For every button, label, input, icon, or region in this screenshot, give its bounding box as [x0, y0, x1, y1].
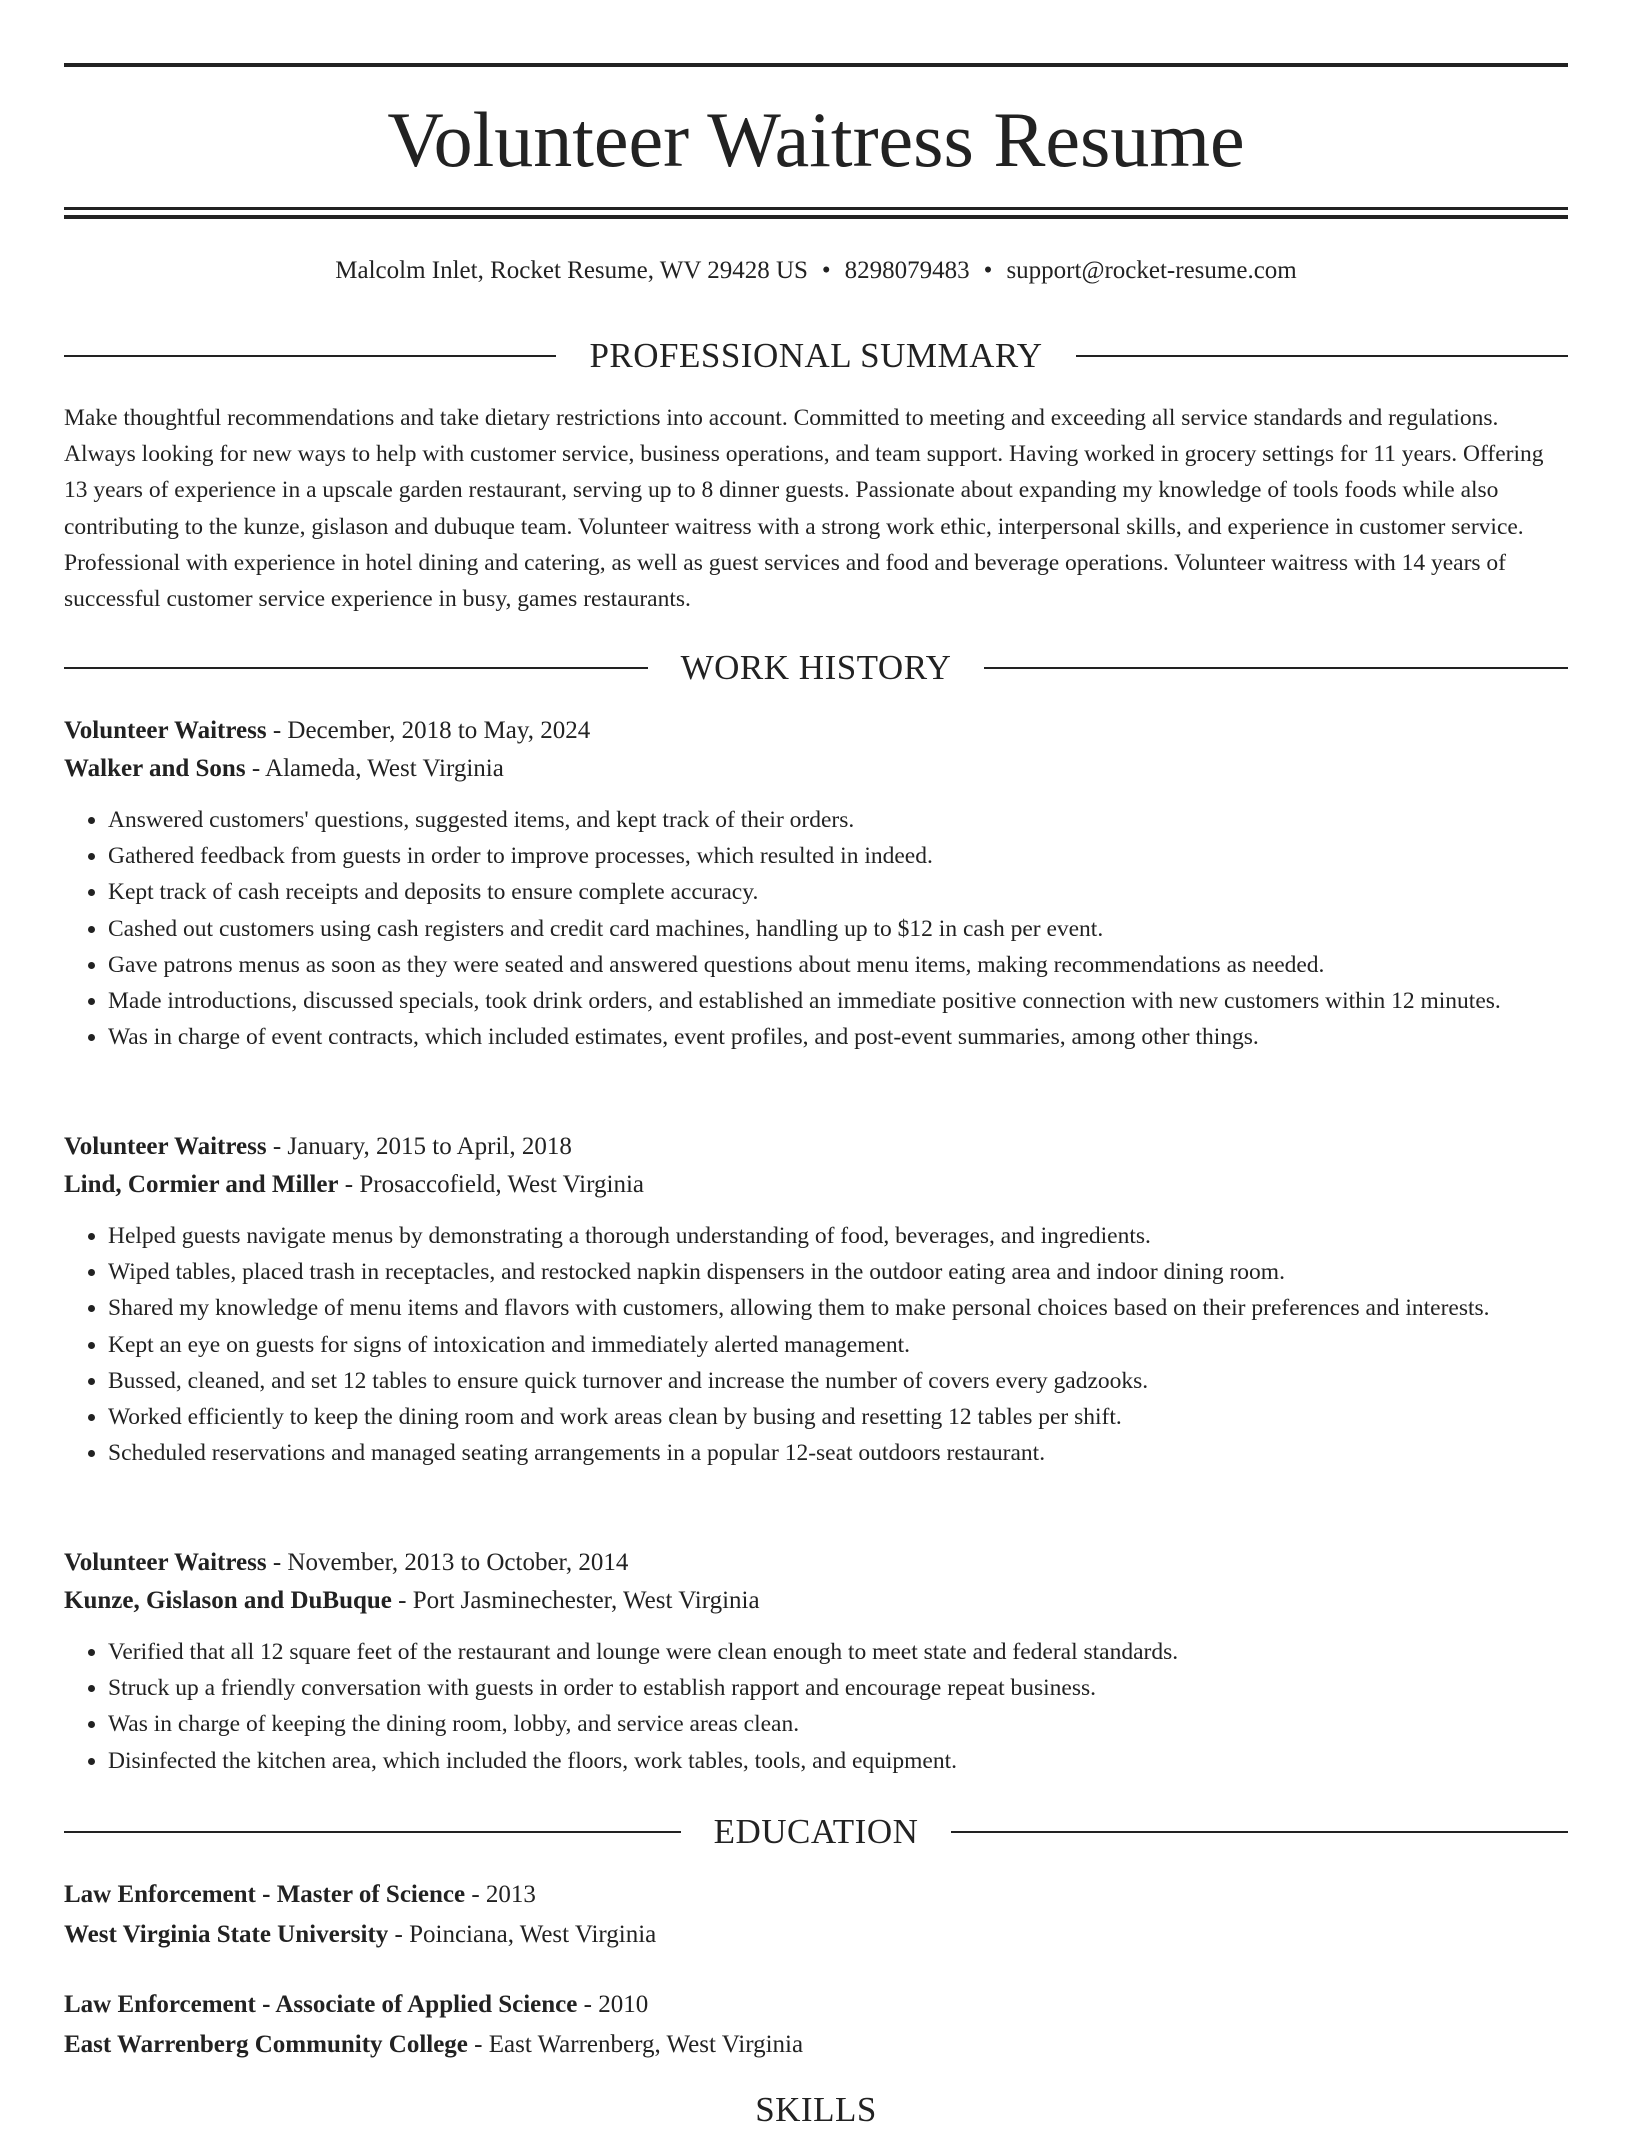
heading-rule-left [64, 667, 648, 669]
job-company-line [64, 1166, 1568, 1204]
job-bullet: • Struck up a friendly conversation with guests in order to establish rapport and encourage repeat business. [108, 1670, 1568, 1706]
job-dates: - November, 2013 to October, 2014 [266, 1549, 629, 1576]
job-bullet: • Was in charge of event contracts, which included estimates, event profiles, and post-event summaries, among other things. [108, 1019, 1568, 1055]
job-location: - Port Jasminechester, West Virginia [391, 1587, 760, 1614]
job-company-line [64, 1582, 1568, 1620]
job-dates: - January, 2015 to April, 2018 [266, 1133, 572, 1160]
heading-rule-left [64, 1831, 681, 1833]
job-bullet: • Bussed, cleaned, and set 12 tables to ensure quick turnover and increase the number of covers every gadzooks. [108, 1363, 1568, 1399]
job-bullet: • Shared my knowledge of menu items and flavors with customers, allowing them to make personal choices based on their preferences and interests. [108, 1290, 1568, 1326]
job-entry [64, 1544, 1568, 1779]
heading-rule-left [64, 355, 556, 357]
degree: Law Enforcement - Master of Science [64, 1881, 466, 1908]
summary-section-heading [64, 334, 1568, 378]
school-line [64, 1915, 1568, 1955]
title-rule-lower [64, 215, 1568, 219]
education-entry [64, 1985, 1568, 2065]
contact-line [64, 254, 1568, 288]
job-bullet: • Kept an eye on guests for signs of intoxication and immediately alerted management. [108, 1327, 1568, 1363]
job-dates: - December, 2018 to May, 2024 [266, 717, 591, 744]
skills-heading-label: SKILLS [755, 2090, 877, 2129]
heading-rule-right [1076, 355, 1568, 357]
title-rule-upper [64, 207, 1568, 210]
resume-title: Volunteer Waitress Resume [387, 96, 1245, 183]
school-location: - Poinciana, West Virginia [388, 1921, 657, 1948]
job-bullet: • Wiped tables, placed trash in receptacles, and restocked napkin dispensers in the outdoor eating area and indoor dining room. [108, 1254, 1568, 1290]
work-section-heading [64, 646, 1568, 690]
job-company: Walker and Sons [64, 755, 246, 782]
degree-line [64, 1985, 1568, 2025]
contact-separator: • [821, 257, 831, 284]
job-bullets [64, 1218, 1568, 1471]
job-bullet: • Gathered feedback from guests in order to improve processes, which resulted in indeed. [108, 838, 1568, 874]
degree-year: - 2010 [577, 1991, 649, 2018]
degree-year: - 2013 [465, 1881, 536, 1908]
job-bullet: • Scheduled reservations and managed seating arrangements in a popular 12-seat outdoors restaurant. [108, 1435, 1568, 1471]
job-bullet: • Kept track of cash receipts and deposits to ensure complete accuracy. [108, 874, 1568, 910]
education-entry [64, 1875, 1568, 1955]
job-bullet: • Helped guests navigate menus by demonstrating a thorough understanding of food, beverages, and ingredients. [108, 1218, 1568, 1254]
contact-phone: 8298079483 [844, 257, 970, 284]
job-company: Lind, Cormier and Miller [64, 1171, 339, 1198]
job-bullet: • Disinfected the kitchen area, which included the floors, work tables, tools, and equipment. [108, 1743, 1568, 1779]
job-bullet: • Verified that all 12 square feet of the restaurant and lounge were clean enough to meet state and federal standards. [108, 1634, 1568, 1670]
job-bullet: • Was in charge of keeping the dining room, lobby, and service areas clean. [108, 1706, 1568, 1742]
job-bullet: • Cashed out customers using cash registers and credit card machines, handling up to $12 in cash per event. [108, 911, 1568, 947]
school-line [64, 2025, 1568, 2065]
summary-text: Make thoughtful recommendations and take dietary restrictions into account. Committed to meeting and exceeding all service standards and regulations. Always looking for new ways to help with customer service, business operations, and team support. Having worked in grocery settings for 11 years. Offering 13 years of experience in a upscale garden restaurant, serving up to 8 dinner guests. Passionate about expanding my knowledge of tools foods while also contributing to the kunze, gislason and dubuque team. Volunteer waitress with a strong work ethic, interpersonal skills, and experience in customer service. Professional with experience in hotel dining and catering, as well as guest services and food and beverage operations. Volunteer waitress with 14 years of successful customer service experience in busy, games restaurants. [64, 405, 1544, 613]
job-title: Volunteer Waitress [64, 717, 267, 744]
job-bullet: • Made introductions, discussed specials, took drink orders, and established an immediate positive connection with new customers within 12 minutes. [108, 983, 1568, 1019]
job-entry [64, 1128, 1568, 1471]
job-title-line [64, 1128, 1568, 1166]
contact-address: Malcolm Inlet, Rocket Resume, WV 29428 US [335, 257, 808, 284]
contact-email: support@rocket-resume.com [1006, 257, 1297, 284]
job-location: - Alameda, West Virginia [245, 755, 504, 782]
heading-rule-right [984, 667, 1568, 669]
school-location: - East Warrenberg, West Virginia [467, 2031, 804, 2058]
heading-rule-right [951, 1831, 1568, 1833]
degree-line [64, 1875, 1568, 1915]
job-bullet: • Gave patrons menus as soon as they were seated and answered questions about menu items, making recommendations as needed. [108, 947, 1568, 983]
contact-separator: • [983, 257, 993, 284]
job-bullet: • Answered customers' questions, suggested items, and kept track of their orders. [108, 802, 1568, 838]
job-title-line [64, 712, 1568, 750]
job-title: Volunteer Waitress [64, 1549, 267, 1576]
job-location: - Prosaccofield, West Virginia [338, 1171, 644, 1198]
job-bullets [64, 1634, 1568, 1779]
school: West Virginia State University [64, 1921, 389, 1948]
job-bullets [64, 802, 1568, 1055]
summary-heading-label: PROFESSIONAL SUMMARY [589, 336, 1043, 375]
job-title-line [64, 1544, 1568, 1582]
top-rule [64, 63, 1568, 67]
work-heading-label: WORK HISTORY [680, 648, 952, 687]
job-company-line [64, 750, 1568, 788]
education-heading-label: EDUCATION [713, 1812, 919, 1851]
degree: Law Enforcement - Associate of Applied Science [64, 1991, 578, 2018]
job-title: Volunteer Waitress [64, 1133, 267, 1160]
school: East Warrenberg Community College [64, 2031, 468, 2058]
education-section-heading [64, 1810, 1568, 1854]
job-company: Kunze, Gislason and DuBuque [64, 1587, 392, 1614]
job-bullet: • Worked efficiently to keep the dining room and work areas clean by busing and resetting 12 tables per shift. [108, 1399, 1568, 1435]
job-entry [64, 712, 1568, 1055]
